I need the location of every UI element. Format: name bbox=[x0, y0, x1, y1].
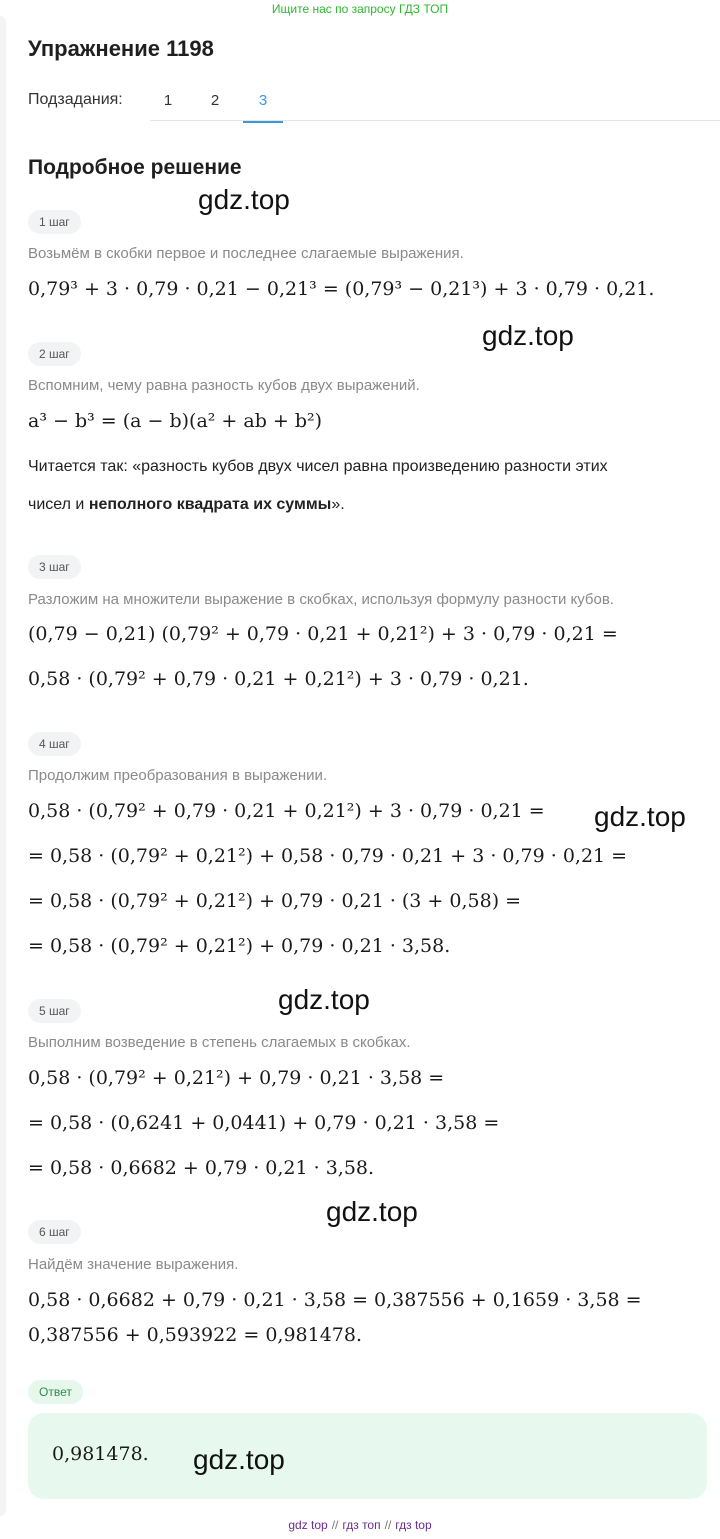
subtasks-bar bbox=[28, 88, 708, 122]
section-title: Подробное решение bbox=[28, 156, 242, 179]
step-chip: 1 шаг bbox=[28, 210, 81, 234]
step-chip: 6 шаг bbox=[28, 1220, 81, 1244]
footer-separator: // bbox=[331, 1518, 339, 1532]
math-line: 0,58 · (0,79² + 0,79 · 0,21 + 0,21²) + 3 · 0,79 · 0,21. bbox=[28, 668, 529, 690]
math-line: a³ − b³ = (a − b)(a² + ab + b²) bbox=[28, 410, 323, 432]
math-line: = 0,58 · (0,79² + 0,21²) + 0,58 · 0,79 · 0,21 + 3 · 0,79 · 0,21 = bbox=[28, 845, 628, 867]
solution-card bbox=[8, 18, 720, 1508]
step-description: Выполним возведение в степень слагаемых в скобках. bbox=[28, 1034, 411, 1051]
answer-chip: Ответ bbox=[28, 1380, 83, 1404]
formula-reading: Читается так: «разность кубов двух чисел равна произведению разности этих bbox=[28, 458, 608, 475]
answer-box bbox=[28, 1413, 707, 1499]
math-line: 0,58 · (0,79² + 0,79 · 0,21 + 0,21²) + 3 · 0,79 · 0,21 = bbox=[28, 800, 545, 822]
answer-value: 0,981478. bbox=[52, 1443, 149, 1465]
left-rail bbox=[0, 16, 6, 1516]
watermark: gdz.top bbox=[326, 1196, 418, 1227]
step-chip: 3 шаг bbox=[28, 555, 81, 579]
watermark: gdz.top bbox=[198, 184, 290, 215]
step-chip: 2 шаг bbox=[28, 342, 81, 366]
math-line: (0,79 − 0,21) (0,79² + 0,79 · 0,21 + 0,21²) + 3 · 0,79 · 0,21 = bbox=[28, 623, 618, 645]
search-banner[interactable]: Ищите нас по запросу ГДЗ ТОП bbox=[271, 2, 449, 16]
tab-subtask-3[interactable]: 3 bbox=[243, 88, 283, 123]
math-line: = 0,58 · 0,6682 + 0,79 · 0,21 · 3,58. bbox=[28, 1157, 375, 1179]
math-line: = 0,58 · (0,6241 + 0,0441) + 0,79 · 0,21 · 3,58 = bbox=[28, 1112, 500, 1134]
subtasks-label: Подзадания: bbox=[28, 91, 123, 108]
watermark: gdz.top bbox=[482, 320, 574, 351]
footer-link[interactable]: gdz top bbox=[288, 1518, 328, 1532]
footer-separator: // bbox=[384, 1518, 392, 1532]
watermark: gdz.top bbox=[594, 801, 686, 832]
formula-reading-continued: чисел и неполного квадрата их суммы». bbox=[28, 496, 345, 513]
step-chip: 5 шаг bbox=[28, 999, 81, 1023]
formula-reading-emphasis: неполного квадрата их суммы bbox=[88, 496, 332, 513]
math-line: 0,58 · 0,6682 + 0,79 · 0,21 · 3,58 = 0,387556 + 0,1659 · 3,58 = bbox=[28, 1289, 642, 1311]
math-line: 0,58 · (0,79² + 0,21²) + 0,79 · 0,21 · 3,58 = bbox=[28, 1067, 445, 1089]
page-title: Упражнение 1198 bbox=[28, 36, 214, 61]
step-description: Вспомним, чему равна разность кубов двух выражений. bbox=[28, 377, 420, 394]
subtasks-divider bbox=[150, 120, 720, 121]
step-description: Найдём значение выражения. bbox=[28, 1256, 239, 1273]
math-line: 0,79³ + 3 · 0,79 · 0,21 − 0,21³ = (0,79³ − 0,21³) + 3 · 0,79 · 0,21. bbox=[28, 278, 655, 300]
step-chip: 4 шаг bbox=[28, 732, 81, 756]
step-description: Возьмём в скобки первое и последнее слагаемые выражения. bbox=[28, 245, 464, 262]
math-line: = 0,58 · (0,79² + 0,21²) + 0,79 · 0,21 · 3,58. bbox=[28, 935, 451, 957]
tab-subtask-2[interactable]: 2 bbox=[210, 92, 220, 109]
footer-link[interactable]: гдз топ bbox=[342, 1518, 381, 1532]
watermark: gdz.top bbox=[278, 984, 370, 1015]
step-description: Продолжим преобразования в выражении. bbox=[28, 767, 328, 784]
footer-link[interactable]: гдз top bbox=[395, 1518, 432, 1532]
tab-subtask-1[interactable]: 1 bbox=[163, 92, 173, 109]
step-description: Разложим на множители выражение в скобках, используя формулу разности кубов. bbox=[28, 591, 614, 608]
math-line: = 0,58 · (0,79² + 0,21²) + 0,79 · 0,21 · (3 + 0,58) = bbox=[28, 890, 522, 912]
watermark: gdz.top bbox=[193, 1444, 285, 1475]
footer-links bbox=[0, 1518, 720, 1532]
math-line: 0,387556 + 0,593922 = 0,981478. bbox=[28, 1324, 363, 1346]
